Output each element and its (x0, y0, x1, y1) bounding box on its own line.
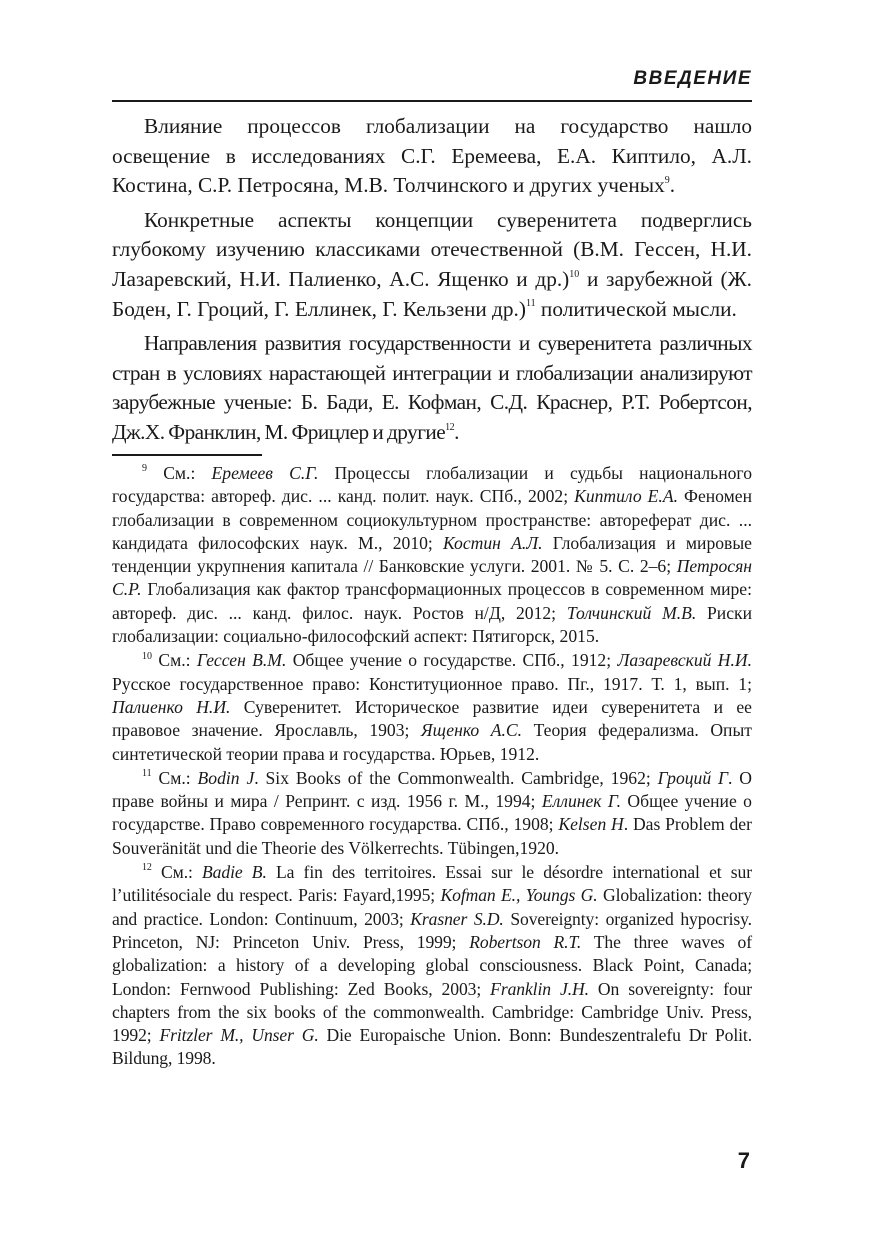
footnote-number: 10 (142, 650, 152, 662)
footnote-ref-12: 12 (445, 421, 455, 433)
footnotes (112, 462, 752, 1072)
footnote-ref-10: 10 (569, 268, 580, 280)
footnote-11: $^{11}$ См.: Bodin J. Six Books of the Commonwealth. Cambridge, 1962; Гроций Г. О праве войны и мира / Репринт. с изд. 1956 г. М., 1994; Еллинек Г. Общее учение о государстве. Право современного государства. СПб., 1908; Kelsen H. Das Problem der Souveränität und die Theorie des Völkerrechts. Tübingen,1920. (112, 767, 753, 858)
footnote-10: $^{10}$ См.: Гессен В.М. Общее учение о государстве. СПб., 1912; Лазаревский Н.И. Русское государственное право: Конституционное право. Пг., 1917. Т. 1, вып. 1; Палиенко Н.И. Суверенитет. Историческое развитие идеи суверенитета и ее правовое значение. Ярославль, 1903; Ященко А.С. Теория федерализма. Опыт синтетической теории права и государства. Юрьев, 1912. (112, 650, 752, 764)
paragraph-3: Направления развития государственности и суверенитета различных стран в условиях нарастающей интеграции и глобализации анализируют зарубежные ученые: Б. Бади, Е. Кофман, С.Д. Краснер, Р.Т. Робертсон, Дж.Х. Франклин, М. Фрицлер и другие$^{12}$. (112, 331, 752, 444)
footnote-number: 9 (142, 463, 147, 475)
paragraph-2: Конкретные аспекты концепции суверенитета подверглись глубокому изучению классиками отечественной (В.М. Гессен, Н.И. Лазаревский, Н.И. Палиенко, А.С. Ященко и др.)$^{10}$ и зарубежной (Ж. Боден, Г. Гроций, Г. Еллинек, Г. Кельзени др.)$^{11}$ политической мысли. (112, 207, 752, 321)
footnote-number: 12 (142, 862, 152, 874)
footnote-12: $^{12}$ См.: Badie B. La fin des territoires. Essai sur le désordre international et sur l’utilitésociale du respect. Paris: Fayard,1995; Kofman E., Youngs G. Globalization: theory and practice. London: Continuum, 2003; Krasner S.D. Sovereignty: organized hypocrisy. Princeton, NJ: Princeton Univ. Press, 1999; Robertson R.T. The three waves of globalization: a history of a developing global consciousness. Black Point, Canada; London: Fernwood Publishing: Zed Books, 2003; Franklin J.H. On sovereignty: four chapters from the six books of the commonwealth. Cambridge: Cambridge Univ. Press, 1992; Fritzler M., Unser G. Die Europaische Union. Bonn: Bundeszentralefu Dr Polit. Bildung, 1998. (112, 862, 753, 1069)
footnote-number: 11 (142, 768, 152, 779)
footnote-9: $^9$ См.: Еремеев С.Г. Процессы глобализации и судьбы национального государства: автореф. дис. ... канд. полит. наук. СПб., 2002; Киптило Е.А. Феномен глобализации в современном социокультурном пространстве: автореферат дис. ... кандидата философских наук. М., 2010; Костин А.Л. Глобализация и мировые тенденции укрупнения капитала // Банковские услуги. 2001. № 5. С. 2–6; Петросян С.Р. Глобализация как фактор трансформационных процессов в современном мире: автореф. дис. ... канд. филос. наук. Ростов н/Д, 2012; Толчинский М.В. Риски глобализации: социально-философский аспект: Пятигорск, 2015. (112, 463, 752, 647)
section-title: ВВЕДЕНИЕ (633, 68, 752, 89)
body-text (112, 112, 752, 453)
footnote-divider (112, 454, 262, 456)
footnote-ref-11: 11 (525, 298, 536, 310)
paragraph-1: Влияние процессов глобализации на государство нашло освещение в исследованиях С.Г. Еремеева, Е.А. Киптило, А.Л. Костина, С.Р. Петросяна, М.В. Толчинского и других ученых$^9$. (112, 114, 752, 198)
page-number: 7 (737, 1148, 750, 1173)
running-header (112, 66, 752, 102)
footnote-ref-9: 9 (664, 175, 670, 187)
